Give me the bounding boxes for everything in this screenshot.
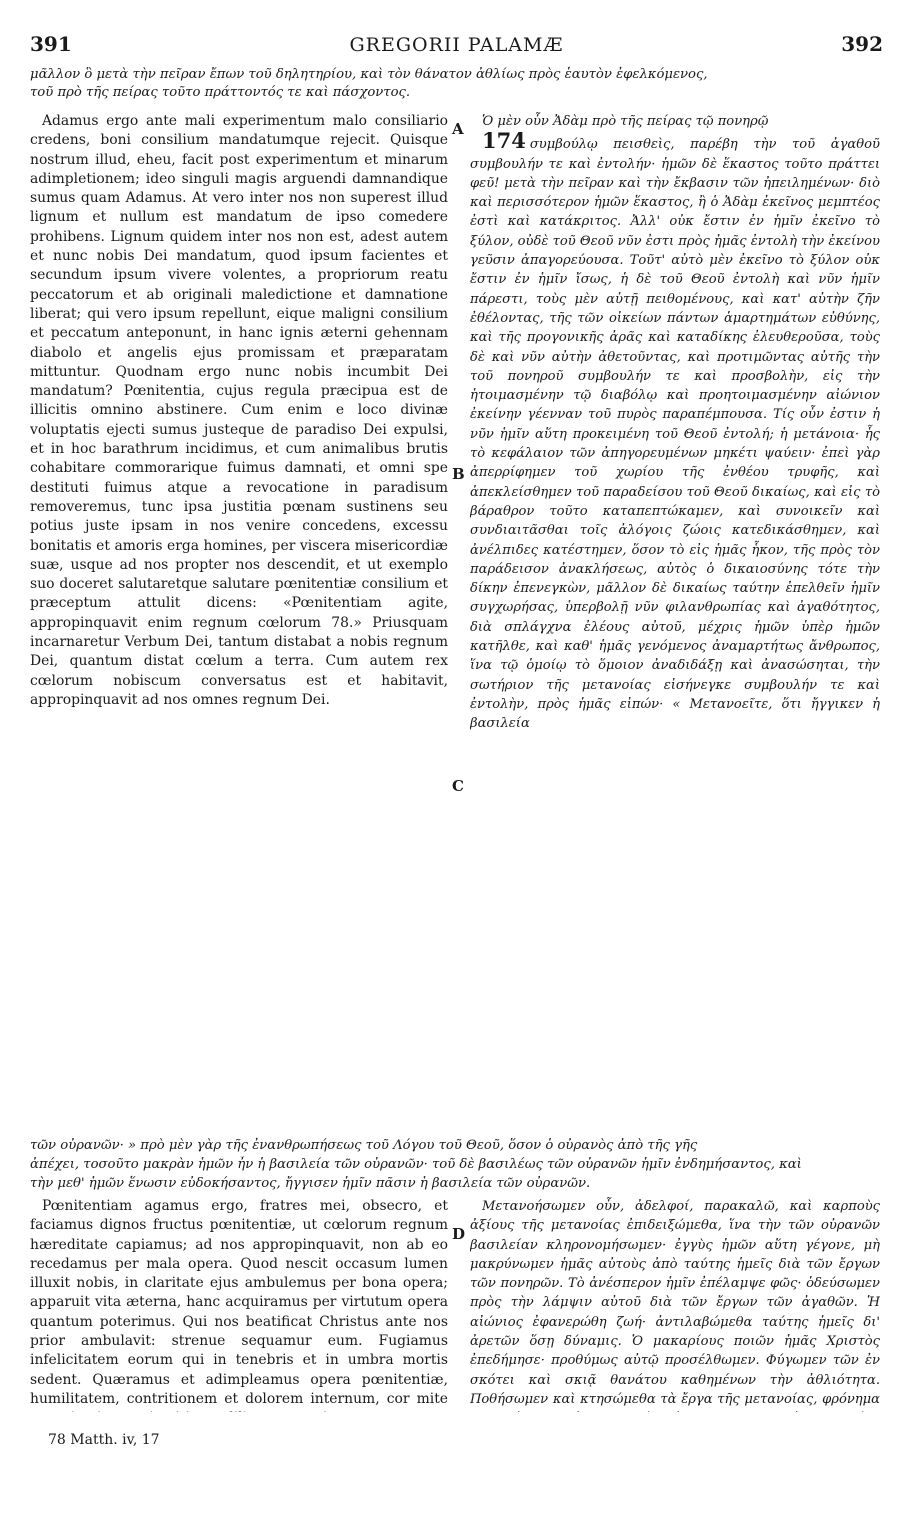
- footnote: 78 Matth. iv, 17: [48, 1432, 160, 1448]
- section-number: 174: [482, 128, 526, 154]
- page-number-right: 392: [841, 32, 883, 56]
- page-header: [30, 32, 883, 58]
- top-greek-line-2: τοῦ πρὸ τῆς πείρας τοῦτο πράττοντός τε καὶ πάσχοντος.: [30, 85, 411, 100]
- mid-greek-line-2: ἀπέχει, τοσοῦτο μακρὰν ἡμῶν ἦν ἡ βασιλεία τῶν οὐρανῶν· τοῦ δὲ βασιλέως τῶν οὐρανῶν ἡμῖν ἐνδημήσαντος, καὶ: [30, 1157, 802, 1172]
- latin-column-upper: [30, 112, 448, 1135]
- greek-paragraph-1-body: συμβούλῳ πεισθεὶς, παρέβη τὴν τοῦ ἀγαθοῦ συμβουλήν τε καὶ ἐντολήν· ἡμῶν δὲ ἕκαστος τοῦτο πράττει φεῦ! μετὰ τὴν πεῖραν καὶ τὴν ἔκβασιν τῶν ἠπειλημένων· διὸ καὶ περισσότερον ἡμῶν ἕκαστος, ἢ ὁ Ἀδὰμ ἐκεῖνος μεμπτέος ἐστὶ καὶ κατάκριτος. Ἀλλ' οὐκ ἔστιν ἐν ἡμῖν ἐκεῖνο τὸ ξύλον, οὐδὲ τοῦ Θεοῦ νῦν ἐστι πρὸς ἡμᾶς ἐντολὴ τὴν ἐκείνου γεῦσιν ἀπαγορεύουσα. Τοῦτ' αὐτὸ μὲν ἐκεῖνο τὸ ξύλον οὐκ ἔστιν ἐν ἡμῖν ἴσως, ἡ δὲ τοῦ Θεοῦ ἐντολὴ καὶ νῦν ἡμῖν πάρεστι, τοὺς μὲν αὐτῇ πειθομένους, καὶ κατ' αὐτὴν ζῆν ἐθέλοντας, τῆς τῶν οἰκείων πάντων ἁμαρτημάτων εὐθύνης, καὶ τῆς προγονικῆς ἀρᾶς καὶ καταδίκης ἐλευθεροῦσα, τοὺς δὲ καὶ νῦν αὐτὴν ἀθετοῦντας, καὶ προτιμῶντας αὐτῆς τὴν τοῦ πονηροῦ συμβουλήν τε καὶ προσβολὴν, εἰς τὴν ἡτοιμασμένην τῷ διαβόλῳ καὶ προητοιμασμένην αἰώνιον ἐκείνην γέενναν τοῦ πυρὸς παραπέμπουσα. Τίς οὖν ἐστιν ἡ νῦν ἡμῖν αὕτη προκειμένη τοῦ Θεοῦ ἐντολή; ἡ μετάνοια· ἧς τὸ κεφάλαιον τῶν ἀπηγορευμένων μηκέτι ψαύειν· ἐπεὶ γὰρ ἀπερρίφημεν τοῦ χωρίου τῆς ἐνθέου τρυφῆς, καὶ ἀπεκλείσθημεν τοῦ παραδείσου τοῦ Θεοῦ δικαίως, καὶ εἰς τὸ βάραθρον τοῦτο καταπεπτώκαμεν, καὶ συνοικεῖν καὶ συνδιαιτᾶσθαι τοῖς ἀλόγοις ζώοις κατεδικάσθημεν, καὶ ἀνέλπιδες κατέστημεν, ὅσον τὸ εἰς ἡμᾶς ἧκον, τῆς πρὸς τὸν παράδεισον ἀνακλήσεως, αὐτὸς ὁ δικαιοσύνης τότε τὴν δίκην ἐπενεγκὼν, μᾶλλον δὲ δικαίως ταύτην ἐπελθεῖν ἡμῖν συγχωρήσας, ὑπερβολῇ νῦν φιλανθρωπίας καὶ ἀγαθότητος, διὰ σπλάγχνα ἐλέους αὐτοῦ, μέχρις ἡμῶν ὑπὲρ ἡμῶν κατῆλθε, καὶ καθ' ἡμᾶς γενόμενος ἀναμαρτήτως ἄνθρωπος, ἵνα τῷ ὁμοίῳ τὸ ὅμοιον ἀναδιδάξῃ καὶ ἀνασώσηται, τὴν σωτήριον τῆς μετανοίας εἰσήνεγκε συμβουλήν τε καὶ ἐντολὴν, πρὸς ἡμᾶς εἰπών· « Μετανοεῖτε, ὅτι ἤγγικεν ἡ βασιλεία: [470, 137, 880, 732]
- greek-column-lower: [470, 1197, 880, 1412]
- page-number-left: 391: [30, 32, 72, 56]
- latin-column-lower: [30, 1197, 448, 1412]
- margin-marker-c: C: [452, 777, 464, 795]
- greek-paragraph-2: Μετανοήσωμεν οὖν, ἀδελφοί, παρακαλῶ, καὶ καρποὺς ἀξίους τῆς μετανοίας ἐπιδειξώμεθα, ἵνα τὴν τῶν οὐρανῶν βασιλείαν κληρονομήσωμεν· ἐγγὺς ἡμῶν αὕτη γέγονε, μὴ μακρύνωμεν ἡμᾶς αὐτοὺς ἀπὸ ταύτης ἡμεῖς διὰ τῶν ἔργων τῶν πονηρῶν. Τὸ ἀνέσπερον ἡμῖν ἐπέλαμψε φῶς· ὁδεύσωμεν πρὸς τὴν λάμψιν αὐτοῦ διὰ τῶν ἔργων τῶν ἀγαθῶν. Ἡ αἰώνιος ἐφανερώθη ζωή· ἀντιλαβώμεθα ταύτης ἡμεῖς δι' ἀρετῶν ὅσῃ δύναμις. Ὁ μακαρίους ποιῶν ἡμᾶς Χριστὸς ἐπεδήμησε· προθύμως αὐτῷ προσέλθωμεν. Φύγωμεν τῶν ἐν σκότει καὶ σκιᾷ θανάτου καθημένων τὴν ἀθλιότητα. Ποθήσωμεν καὶ κτησώμεθα τὰ ἔργα τῆς μετανοίας, φρόνημα: [470, 1199, 880, 1407]
- margin-marker-d: D: [452, 1225, 466, 1243]
- mid-greek-line-1: τῶν οὐρανῶν· » πρὸ μὲν γὰρ τῆς ἐνανθρωπήσεως τοῦ Λόγου τοῦ Θεοῦ, ὅσον ὁ οὐρανὸς ἀπὸ τῆς γῆς: [30, 1138, 698, 1153]
- mid-greek-line-3: τὴν μεθ' ἡμῶν ἕνωσιν εὐδοκήσαντος, ἤγγισεν ἡμῖν πᾶσιν ἡ βασιλεία τῶν οὐρανῶν.: [30, 1176, 591, 1191]
- margin-marker-a: A: [452, 120, 464, 138]
- greek-paragraph-1-opening: Ὁ μὲν οὖν Ἀδὰμ πρὸ τῆς πείρας τῷ πονηρῷ: [482, 114, 769, 129]
- running-title: GREGORII PALAMÆ: [349, 34, 564, 56]
- latin-paragraph-2: Pœnitentiam agamus ergo, fratres mei, obsecro, et faciamus dignos fructus pœnitentiæ, ut cœlorum regnum hæreditate capiamus; ad nos appropinquavit, non ab eo recedamus per mala opera. Quod nescit occasum lumen illuxit nobis, in claritate ejus ambulemus per bona opera; apparuit vita æterna, hanc acquiramus per virtutum opera quantum poterimus. Qui nos beatificat Christus ante nos prior ambulavit: strenue sequamur eum. Fugiamus infelicitatem eorum qui in tenebris et in umbra mortis sedent. Quæramus et adimpleamus opera pœnitentiæ, humilitatem, contritionem et dolorem internum, cor mite: [30, 1198, 448, 1407]
- margin-marker-b: B: [452, 465, 465, 483]
- greek-column-upper: [470, 112, 880, 1135]
- latin-paragraph-1: Adamus ergo ante mali experimentum malo consiliario credens, boni consilium mandatumque rejecit. Quisque nostrum illud, eheu, facit post experimentum et minarum adimpletionem; ideo singuli magis arguendi damnandique sumus quam Adamus. At vero inter nos non superest illud lignum et nullum est mandatum de ipso comedere prohibens. Lignum quidem inter nos non est, adest autem et nunc nobis Dei mandatum, quod ipsum facientes et secundum ipsum vivere volentes, a propriorum reatu peccatorum et ab originali maledictione et damnatione liberat; qui vero ipsum repellunt, eique maligni consilium et peccatum anteponunt, in hanc ignis æterni gehennam diabolo et angelis ejus promissam et præparatam mittuntur. Quodnam ergo nunc nobis incumbit Dei mandatum? Pœnitentia, cujus regula præcipua est de illicitis omnino abstinere. Cum enim e loco divinæ voluptatis ejecti sumus justeque de paradiso Dei expulsi, et in hoc barathrum incidimus, et cum animalibus brutis cohabitare commorarique fuimus damnati, et omni spe destituti fuimus atque a revocatione in paradisum removeremus, tunc ipsa justitia pœnam sustinens seu potius juste ipsam in nos venire concedens, excessu bonitatis et amoris erga homines, per viscera misericordiæ suæ, usque ad nos propter nos descendit, et ut exemplo suo doceret salutaretque salutare pœnitentiæ consilium et præceptum attulit dicens: «Pœnitentiam agite, appropinquavit enim regnum cœlorum 78.» Priusquam incarnaretur Verbum Dei, tantum distabat a nobis regnum Dei, quantum distat cœlum a terra. Cum autem rex cœlorum nobiscum conversatus est et habitavit, appropinquavit ad nos omnes regnum Dei.: [30, 113, 448, 708]
- top-greek-line-1: μᾶλλον ὃ μετὰ τὴν πεῖραν ἔπων τοῦ δηλητηρίου, καὶ τὸν θάνατον ἀθλίως πρὸς ἑαυτὸν ἐφελκόμενος,: [30, 67, 708, 82]
- greek-paragraph-1: [470, 112, 880, 734]
